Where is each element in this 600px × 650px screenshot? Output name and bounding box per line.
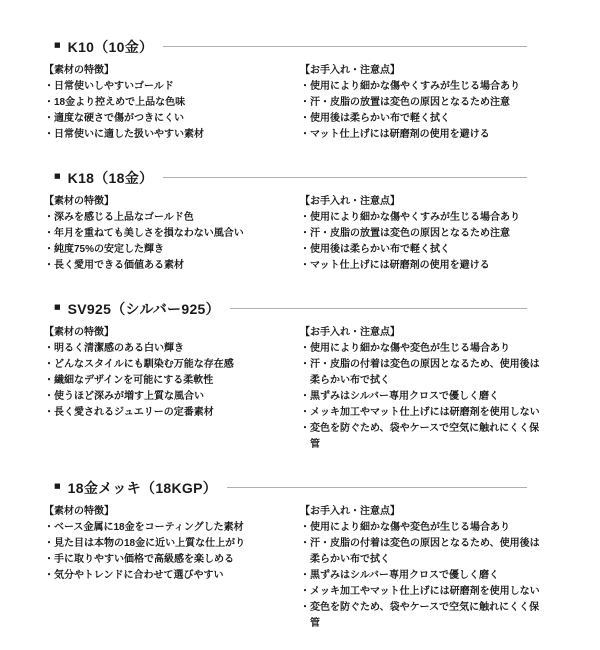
header-rule [227, 487, 527, 488]
feature-item: ・日常使いしやすいゴールド [44, 81, 174, 92]
feature-item: ・繊細なデザインを可能にする柔軟性 [44, 375, 214, 386]
section-columns [44, 63, 567, 143]
feature-item: ・年月を重ねても美しさを損なわない風合い [44, 228, 244, 239]
section-header-k10 [44, 38, 527, 55]
features-list [44, 79, 300, 143]
feature-item: ・日常使いに適した扱いやすい素材 [44, 129, 204, 140]
section-k10 [44, 38, 567, 143]
features-column [44, 504, 300, 584]
care-item: ・使用により細かな傷やくすみが生じる場合あり [300, 212, 520, 223]
square-bullet-icon: ■ [54, 480, 61, 493]
care-column [300, 325, 543, 453]
care-column [300, 194, 543, 274]
care-column [300, 63, 543, 143]
header-rule [230, 308, 527, 309]
features-column [44, 194, 300, 274]
feature-item: ・18金より控えめで上品な色味 [44, 97, 186, 108]
feature-item: ・手に取りやすい価格で高級感を楽しめる [44, 554, 234, 565]
section-header-18kgp [44, 479, 527, 496]
care-item: ・汗・皮脂の放置は変色の原因となるため注意 [300, 228, 510, 239]
section-sv925 [44, 300, 567, 453]
care-label: 【お手入れ・注意点】 [300, 506, 400, 517]
section-title: K18（18金） [67, 169, 154, 186]
section-title: SV925（シルバー925） [67, 300, 220, 317]
care-item: ・変色を防ぐため、袋やケースで空気に触れにくく保管 [300, 423, 540, 450]
section-header-sv925 [44, 300, 527, 317]
feature-item: ・明るく清潔感のある白い輝き [44, 343, 184, 354]
features-label: 【素材の特徴】 [44, 327, 114, 338]
care-item: ・汗・皮脂の放置は変色の原因となるため注意 [300, 97, 510, 108]
care-item: ・黒ずみはシルバー専用クロスで優しく磨く [300, 570, 500, 581]
square-bullet-icon: ■ [54, 301, 61, 314]
feature-item: ・気分やトレンドに合わせて選びやすい [44, 570, 224, 581]
section-header-k18 [44, 169, 527, 186]
feature-item: ・長く愛されるジュエリーの定番素材 [44, 407, 214, 418]
features-label: 【素材の特徴】 [44, 196, 114, 207]
features-list [44, 341, 300, 421]
header-rule [163, 46, 527, 47]
square-bullet-icon: ■ [54, 170, 61, 183]
square-bullet-icon: ■ [54, 39, 61, 52]
section-columns [44, 325, 567, 453]
care-item: ・使用後は柔らかい布で軽く拭く [300, 244, 450, 255]
care-list [300, 341, 543, 453]
features-column [44, 325, 300, 421]
features-label: 【素材の特徴】 [44, 506, 114, 517]
features-list [44, 520, 300, 584]
care-item: ・使用により細かな傷や変色が生じる場合あり [300, 522, 510, 533]
features-label: 【素材の特徴】 [44, 65, 114, 76]
feature-item: ・適度な硬さで傷がつきにくい [44, 113, 184, 124]
feature-item: ・純度75%の安定した輝き [44, 244, 165, 255]
feature-item: ・見た目は本物の18金に近い上質な仕上がり [44, 538, 246, 549]
section-18kgp [44, 479, 567, 632]
care-item: ・使用により細かな傷や変色が生じる場合あり [300, 343, 510, 354]
care-label: 【お手入れ・注意点】 [300, 327, 400, 338]
care-item: ・使用後は柔らかい布で軽く拭く [300, 113, 450, 124]
care-label: 【お手入れ・注意点】 [300, 65, 400, 76]
care-item: ・使用により細かな傷やくすみが生じる場合あり [300, 81, 520, 92]
header-rule [163, 177, 527, 178]
feature-item: ・どんなスタイルにも馴染む万能な存在感 [44, 359, 234, 370]
feature-item: ・ベース金属に18金をコーティングした素材 [44, 522, 244, 533]
features-list [44, 210, 300, 274]
care-item: ・マット仕上げには研磨剤の使用を避ける [300, 260, 490, 271]
care-list [300, 79, 543, 143]
section-k18 [44, 169, 567, 274]
care-item: ・変色を防ぐため、袋やケースで空気に触れにくく保管 [300, 602, 540, 629]
care-item: ・マット仕上げには研磨剤の使用を避ける [300, 129, 490, 140]
feature-item: ・深みを感じる上品なゴールド色 [44, 212, 194, 223]
section-title: K10（10金） [67, 38, 154, 55]
feature-item: ・長く愛用できる価値ある素材 [44, 260, 184, 271]
section-columns [44, 194, 567, 274]
care-list [300, 210, 543, 274]
section-columns [44, 504, 567, 632]
care-item: ・メッキ加工やマット仕上げには研磨剤を使用しない [300, 586, 540, 597]
care-item: ・汗・皮脂の付着は変色の原因となるため、使用後は柔らかい布で拭く [300, 538, 540, 565]
feature-item: ・使うほど深みが増す上質な風合い [44, 391, 204, 402]
care-column [300, 504, 543, 632]
features-column [44, 63, 300, 143]
care-item: ・メッキ加工やマット仕上げには研磨剤を使用しない [300, 407, 540, 418]
section-title: 18金メッキ（18KGP） [67, 479, 218, 496]
care-item: ・汗・皮脂の付着は変色の原因となるため、使用後は柔らかい布で拭く [300, 359, 540, 386]
care-item: ・黒ずみはシルバー専用クロスで優しく磨く [300, 391, 500, 402]
care-list [300, 520, 543, 632]
care-label: 【お手入れ・注意点】 [300, 196, 400, 207]
